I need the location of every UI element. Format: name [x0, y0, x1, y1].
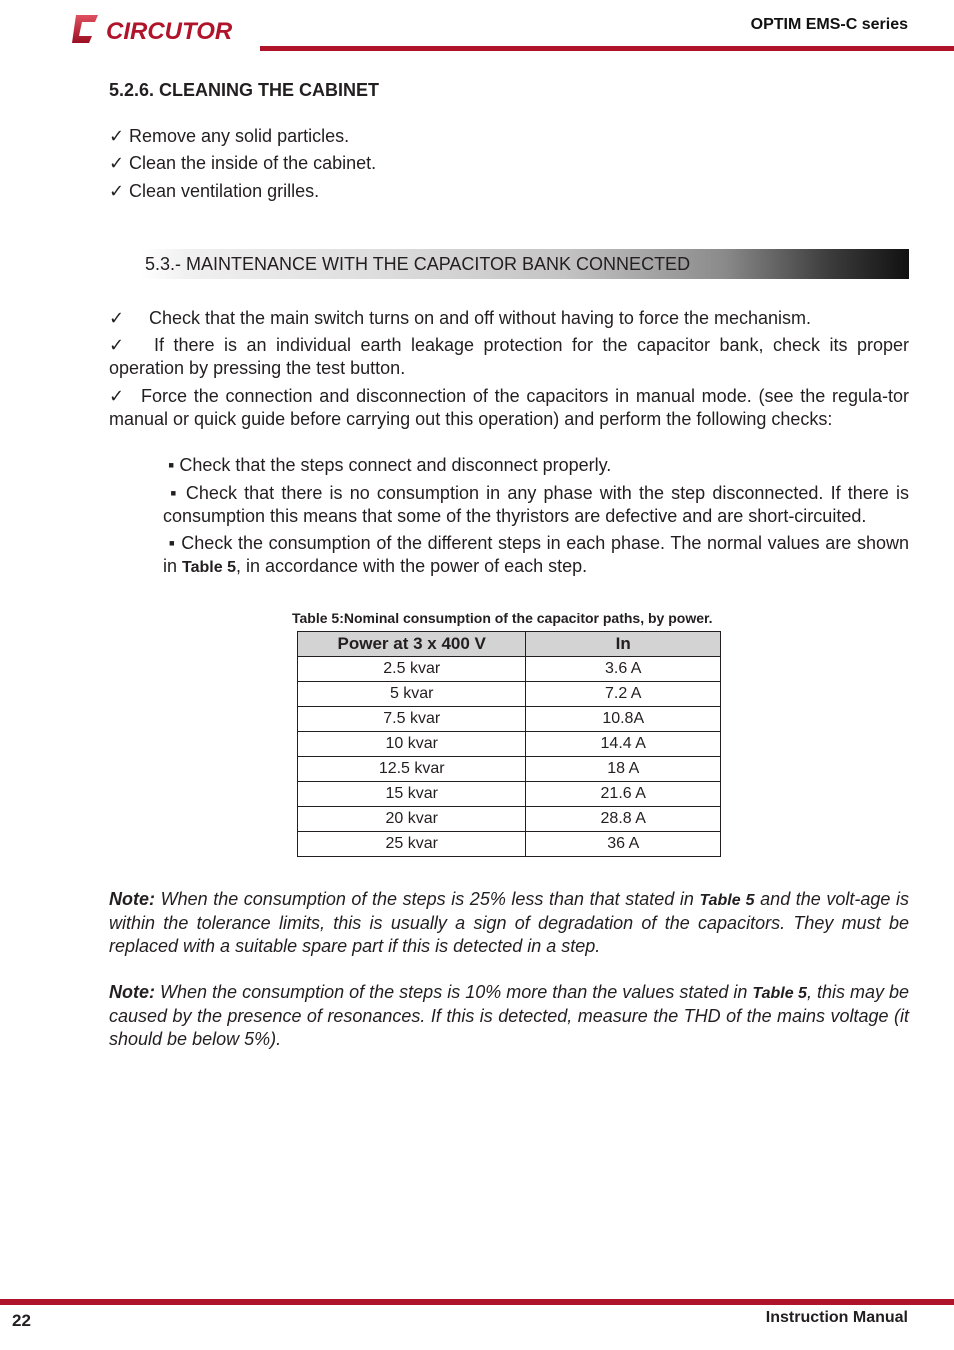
table-cell: 2.5 kvar [298, 657, 526, 682]
list-item: ✓ Clean ventilation grilles. [109, 181, 320, 201]
table-row [298, 657, 721, 682]
table-cell: 5 kvar [298, 682, 526, 707]
consumption-table [297, 631, 721, 857]
checkmark-icon: ✓ [109, 335, 125, 355]
table-cell: 7.5 kvar [298, 707, 526, 732]
bullet-icon: ▪ [163, 533, 182, 553]
table-cell: 12.5 kvar [298, 757, 526, 782]
table-cell: 28.8 A [526, 807, 721, 832]
bullet-icon: ▪ [163, 455, 180, 475]
table-header-row [298, 632, 721, 657]
checkmark-icon: ✓ [109, 386, 125, 406]
check-paragraph: ✓ Check that the main switch turns on and off without having to force the mechanism. [109, 308, 812, 328]
footer-rule [0, 1299, 954, 1305]
table-cell: 20 kvar [298, 807, 526, 832]
table-cell: 21.6 A [526, 782, 721, 807]
circutor-logo-mark [70, 11, 250, 47]
note-paragraph: Note: When the consumption of the steps is 25% less than that stated in Table 5 and the volt-age is within the tolerance limits, this is usually a sign of degradation of the capacitors. They must be replaced with a suitable spare part if this is detected in a step. [109, 889, 910, 956]
table-cell: 14.4 A [526, 732, 721, 757]
manual-title: Instruction Manual [765, 1309, 908, 1326]
table-caption: Table 5:Nominal consumption of the capacitor paths, by power. [292, 610, 713, 626]
brand-wordmark: CIRCUTOR [106, 18, 233, 45]
note-paragraph: Note: When the consumption of the steps is 10% more than the values stated in Table 5, this may be caused by the presence of resonances. If this is detected, measure the THD of the mains voltage (it should be below 5%). [109, 982, 909, 1049]
table-cell: 18 A [526, 757, 721, 782]
header-rule [260, 46, 954, 51]
page-number: 22 [12, 1311, 31, 1330]
table-row [298, 807, 721, 832]
list-item: ✓ Clean the inside of the cabinet. [109, 153, 377, 173]
table-reference: Table 5 [699, 892, 755, 909]
sub-check: ▪ Check that there is no consumption in any phase with the step disconnected. If there is consumption this means that some of the thyristors are defective and are short-circuited. [163, 483, 909, 526]
table-reference: Table 5 [752, 985, 807, 1002]
column-header-in: In [526, 632, 721, 657]
bullet-icon: ▪ [163, 483, 186, 503]
note-label: Note: [109, 889, 155, 909]
table-cell: 3.6 A [526, 657, 721, 682]
table-row [298, 732, 721, 757]
table-reference: Table 5 [182, 559, 236, 576]
series-title: OPTIM EMS-C series [750, 16, 908, 33]
table-row [298, 832, 721, 857]
checkmark-icon: ✓ [109, 181, 125, 201]
list-item: ✓ Remove any solid particles. [109, 126, 350, 146]
check-paragraph: ✓ Force the connection and disconnection of the capacitors in manual mode. (see the regula-tor manual or quick guide before carrying out this operation) and perform the following checks: [109, 386, 909, 429]
table-row [298, 707, 721, 732]
sub-check: ▪ Check the consumption of the different steps in each phase. The normal values are shown in Table 5, in accordance with the power of each step. [163, 533, 909, 576]
checkmark-icon: ✓ [109, 126, 125, 146]
table-row [298, 757, 721, 782]
table-cell: 10 kvar [298, 732, 526, 757]
checkmark-icon: ✓ [109, 308, 125, 328]
sub-check: ▪ Check that the steps connect and disconnect properly. [163, 455, 612, 475]
section-heading-cleaning: 5.2.6. CLEANING THE CABINET [109, 80, 380, 100]
checkmark-icon: ✓ [109, 153, 125, 173]
table-cell: 36 A [526, 832, 721, 857]
section-heading-maintenance: 5.3.- MAINTENANCE WITH THE CAPACITOR BANK CONNECTED [145, 254, 691, 274]
table-cell: 7.2 A [526, 682, 721, 707]
column-header-power: Power at 3 x 400 V [298, 632, 526, 657]
table-cell: 10.8A [526, 707, 721, 732]
check-paragraph: ✓ If there is an individual earth leakage protection for the capacitor bank, check its proper operation by pressing the test button. [109, 335, 909, 378]
table-row [298, 782, 721, 807]
table-cell: 25 kvar [298, 832, 526, 857]
table-row [298, 682, 721, 707]
note-label: Note: [109, 982, 155, 1002]
table-cell: 15 kvar [298, 782, 526, 807]
circutor-logo [70, 11, 250, 47]
